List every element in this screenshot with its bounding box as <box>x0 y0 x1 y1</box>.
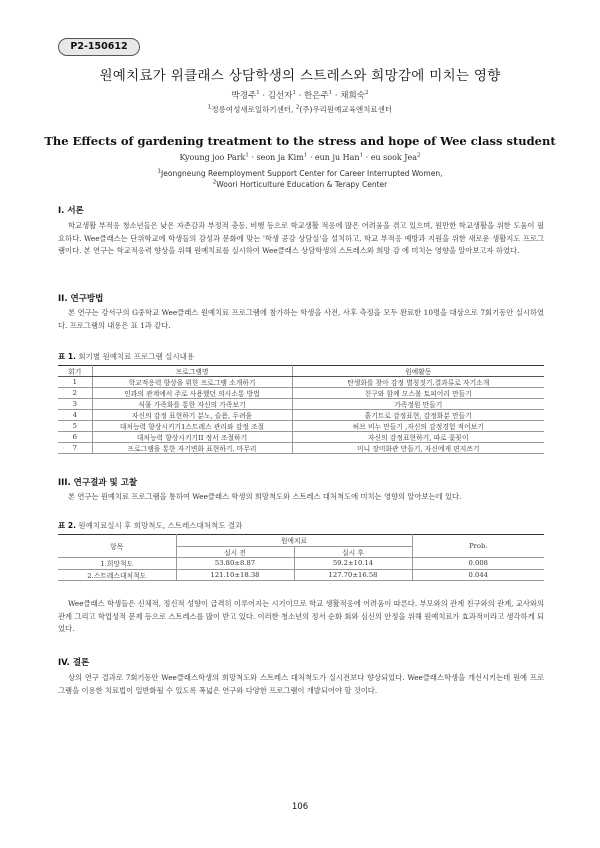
table-cell: 인과의 관계에서 주로 사용했던 의사소통 방법 <box>92 388 292 399</box>
table-header: 원예치료 <box>176 535 412 547</box>
methods-paragraph: 본 연구는 강서구의 G중학교 Wee클래스 원예치료 프로그램에 참가하는 학생을 사전, 사후 측정을 모두 완료한 10명을 대상으로 7회기동안 실시하였다. 프로그램의 내용은 표 1과 같다. <box>58 308 544 330</box>
conclusion-paragraph: 상의 연구 결과로 7회기동안 Wee클래스학생의 희망척도와 스트레스 대처척도가 실시전보다 향상되었다. Wee클래스학생을 개선시키는데 원예 프로그램을 이용한 치료법이 일반화될 수 있도록 폭넓은 연구와 다양한 프로그램이 개발되어야 할 것이다. <box>58 673 544 695</box>
table1-caption-text: 회기별 원예치료 프로그램 실시내용 <box>78 352 195 361</box>
author-en: Kyoung joo Park <box>179 153 246 162</box>
table-header: 프로그램명 <box>92 366 292 377</box>
author-sup: 1 <box>245 152 249 159</box>
results-table <box>58 534 544 581</box>
table-cell: 대처능력 향상시키기1스트레스 관리와 감정 조절 <box>92 421 292 432</box>
affil-text: Jeongneung Reemployment Support Center for Career Interrupted Women, <box>161 169 443 178</box>
table-cell: 59.2±10.14 <box>294 558 412 570</box>
table-row <box>58 558 544 570</box>
author-ko: 김선자 <box>267 91 293 101</box>
table-row <box>58 399 544 410</box>
table-row <box>58 569 544 581</box>
table-cell: 미니 장미화관 만들기, 자신에게 편지쓰기 <box>292 443 544 454</box>
english-title: The Effects of gardening treatment to the stress and hope of Wee class student <box>44 134 556 148</box>
table-row <box>58 410 544 421</box>
table-cell: 탄생화를 찾아 감정 별칭짓기.결과류로 자기소개 <box>292 377 544 388</box>
table-cell: 0.044 <box>412 569 544 581</box>
intro-paragraph: 학교생활 부적응 청소년들은 낮은 자존감과 부정적 충동, 비행 등으로 학교생활 적응에 많은 어려움을 겪고 있으며, 원만한 학교생활을 위한 도움이 필요하다. Wee클래스는 단위학교에 학생들의 감성과 문화에 맞는 '학생 공감 상담실'을 설치하고, 학교 부적응 예방과 지원을 위한 새로운 생활지도 프로그램이다. 본 연구는 학교적응력 향상을 위해 원예치료를 실시하여 Wee클래스 상담학생의 스트레스와 희망 감 에 미치는 영향을 알아보고자 하였다. <box>58 221 544 255</box>
author-sup: 1 <box>359 152 364 159</box>
table-cell: 1 <box>58 377 92 388</box>
table-cell: 자신의 감정 표현하기 분노, 슬픔, 두려움 <box>92 410 292 421</box>
results-heading: III. 연구결과 및 고찰 <box>58 478 138 488</box>
table-cell: 대처능력 향상시키기II 정서 조절하기 <box>92 432 292 443</box>
table-row <box>58 443 544 454</box>
table-cell: 6 <box>58 432 92 443</box>
korean-title: 원예치료가 위클래스 상담학생의 스트레스와 희망감에 미치는 영향 <box>99 68 501 84</box>
table-cell: 흙기트로 감정표현, 감정화분 만들기 <box>292 410 544 421</box>
table-cell: 3 <box>58 399 92 410</box>
korean-affiliations <box>0 104 600 115</box>
table-header: 실시 후 <box>294 546 412 558</box>
table-cell: 허브 비누 만들기 ,자신의 감정경험 적어보기 <box>292 421 544 432</box>
table2-caption <box>58 520 242 531</box>
table-cell: 1.희망척도 <box>58 558 176 570</box>
author-sup: 2 <box>364 90 369 97</box>
table2-label: 표 2. <box>58 521 76 530</box>
author-en: eun ju Han <box>314 153 360 162</box>
affil-sup: 2 <box>212 179 217 186</box>
table-cell: 5 <box>58 421 92 432</box>
table-header: 회기 <box>58 366 92 377</box>
affil-sup: 1 <box>157 168 162 175</box>
table1-caption <box>58 351 194 362</box>
table-cell: 2.스트레스대처척도 <box>58 569 176 581</box>
author-en: eu sook Jea <box>370 153 417 162</box>
table-cell: 121.10±18.38 <box>176 569 294 581</box>
table-cell: 식물 가족화를 통한 자신의 가족보기 <box>92 399 292 410</box>
table-header: 항목 <box>58 535 176 558</box>
affil-text: Woori Horticulture Education & Terapy Center <box>216 180 388 189</box>
affil-sup: 1 <box>207 104 212 111</box>
author-sup: 1 <box>292 90 296 97</box>
author-sup: 1 <box>303 152 308 159</box>
table-cell: 7 <box>58 443 92 454</box>
table-header-row <box>58 366 544 377</box>
table-cell: 127.70±16.58 <box>294 569 412 581</box>
author-sup: 1 <box>328 90 333 97</box>
table-cell: 53.80±8.87 <box>176 558 294 570</box>
english-affiliations <box>0 168 600 190</box>
table-header: 원예활동 <box>292 366 544 377</box>
table-header: Prob. <box>412 535 544 558</box>
table-cell: 0.008 <box>412 558 544 570</box>
program-table <box>58 365 544 454</box>
table-cell: 친구와 함께 모스볼 토피어리 만들기 <box>292 388 544 399</box>
session-code-badge: P2-150612 <box>58 38 140 56</box>
table-header: 실시 전 <box>176 546 294 558</box>
table-cell: 4 <box>58 410 92 421</box>
table-cell: 프로그램을 통한 자기변화 표현하기. 마무리 <box>92 443 292 454</box>
results-paragraph-1: 본 연구는 원예치료 프로그램을 통하여 Wee클래스 학생의 희망척도와 스트레스 대처척도에 미치는 영향의 알아보는데 있다. <box>68 492 462 501</box>
author-ko: 박경주 <box>231 91 257 101</box>
table1-label: 표 1. <box>58 352 76 361</box>
table-cell: 학교적응력 향상을 위한 프로그램 소개하기 <box>92 377 292 388</box>
table-row <box>58 432 544 443</box>
author-sup: 2 <box>417 152 421 159</box>
table-header-row <box>58 535 544 547</box>
affil-line <box>0 168 600 179</box>
conclusion-heading: IV. 결론 <box>58 658 90 668</box>
english-authors: Kyoung joo Park$^1$ · seon ja Kim$^1$ · eun ju Han$^1$ · eu sook Jea$^2$ <box>179 152 421 162</box>
affil-line <box>0 179 600 190</box>
table-cell: 2 <box>58 388 92 399</box>
affil-org: 정릉여성새로일하기센터, <box>211 105 294 114</box>
affil-sup: 2 <box>295 104 300 111</box>
page-number: 106 <box>291 802 309 812</box>
methods-heading: II. 연구방법 <box>58 294 104 304</box>
results-paragraph-2: Wee클래스 학생들은 신체적, 정신적 성향이 급격히 이루어지는 시기이므로 학교 생활적응에 어려움이 따른다. 부모와의 관계 친구와의 관계, 교사와의 관계 그리고 학업성적 문제 등으로 스트레스를 많이 받고 있다. 이러한 청소년의 정서 순화 회와 심신의 안정을 위해 원예치료가 효과적이라고 생각하게 되었다. <box>58 599 544 633</box>
intro-heading: I. 서론 <box>58 206 84 216</box>
affil-org: (주)우리원예교육앤치료센터 <box>299 105 393 114</box>
table-row <box>58 388 544 399</box>
table2-caption-text: 원예치료실시 후 희망척도, 스트레스대처척도 결과 <box>78 521 243 530</box>
table-row <box>58 421 544 432</box>
table-row <box>58 377 544 388</box>
table-cell: 자신의 감정표현하기, 따로 꽃꽂이 <box>292 432 544 443</box>
author-ko: 채희숙 <box>340 91 365 101</box>
table-cell: 가족정원 만들기 <box>292 399 544 410</box>
author-sup: 1 <box>256 90 260 97</box>
author-ko: 한은주 <box>304 91 329 101</box>
korean-authors: 박경주$^1$ · 김선자$^1$ · 한은주$^1$ · 채희숙$^2$ <box>231 90 369 101</box>
author-en: seon ja Kim <box>256 153 304 162</box>
